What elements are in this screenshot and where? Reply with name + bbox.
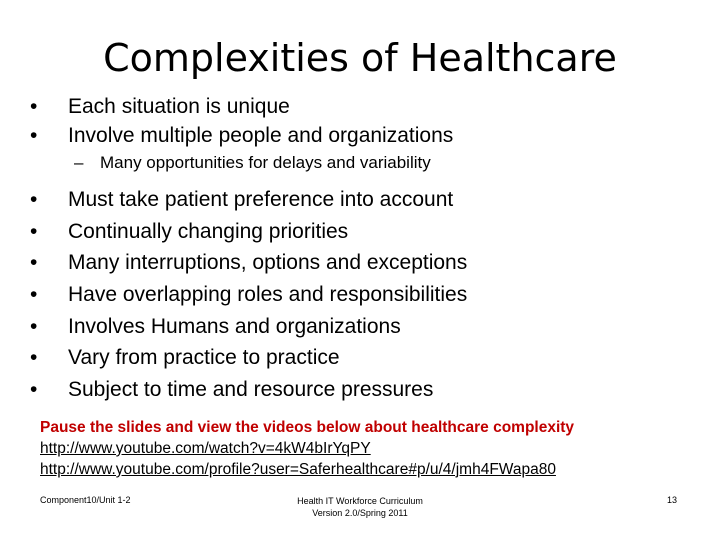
video-link-2[interactable]: http://www.youtube.com/profile?user=Saferhealthcare#p/u/4/jmh4FWapa80 [40,461,556,478]
sub-bullet-marker: – [74,153,84,172]
bullet-item [30,216,710,248]
bullet-text: Must take patient preference into account [68,188,454,211]
bullet-item [30,342,710,374]
bullet-text: Subject to time and resource pressures [68,378,434,402]
bullet-marker: • [30,346,38,370]
bullet-item [30,92,710,121]
bullet-text: Continually changing priorities [68,219,349,243]
sub-bullet-item [30,151,710,175]
bullet-marker: • [30,95,38,118]
bullet-marker: • [30,314,38,338]
bullet-item [30,374,710,406]
bullet-marker: • [30,283,38,307]
bullet-item [30,121,710,150]
bullet-text: Many interruptions, options and exceptions [68,251,468,275]
bullet-list-lower [30,184,710,406]
footer-curriculum [260,495,460,519]
bullet-text: Vary from practice to practice [68,346,340,370]
footer-component: Component10/Unit 1-2 [40,495,131,505]
bullet-marker: • [30,124,38,147]
bullet-item [30,184,710,216]
bullet-text: Involve multiple people and organizations [68,124,454,147]
bullet-item [30,279,710,311]
bullet-marker: • [30,378,38,402]
bullet-item [30,247,710,279]
sub-bullet-text: Many opportunities for delays and variability [100,153,431,172]
bullet-marker: • [30,188,38,211]
bullet-item [30,311,710,343]
bullet-list [30,92,710,406]
footer-version: Version 2.0/Spring 2011 [312,508,408,518]
bullet-text: Involves Humans and organizations [68,314,401,338]
pause-notice: Pause the slides and view the videos below about healthcare complexity [40,419,575,436]
footer-curriculum-title: Health IT Workforce Curriculum [297,496,423,506]
bullet-text: Have overlapping roles and responsibilities [68,283,468,307]
bullet-marker: • [30,251,38,275]
page-number: 13 [666,495,677,505]
video-link-1[interactable]: http://www.youtube.com/watch?v=4kW4bIrYqPY [40,440,371,457]
slide-title: Complexities of Healthcare [103,36,617,80]
bullet-marker: • [30,219,38,243]
bullet-text: Each situation is unique [68,95,290,118]
